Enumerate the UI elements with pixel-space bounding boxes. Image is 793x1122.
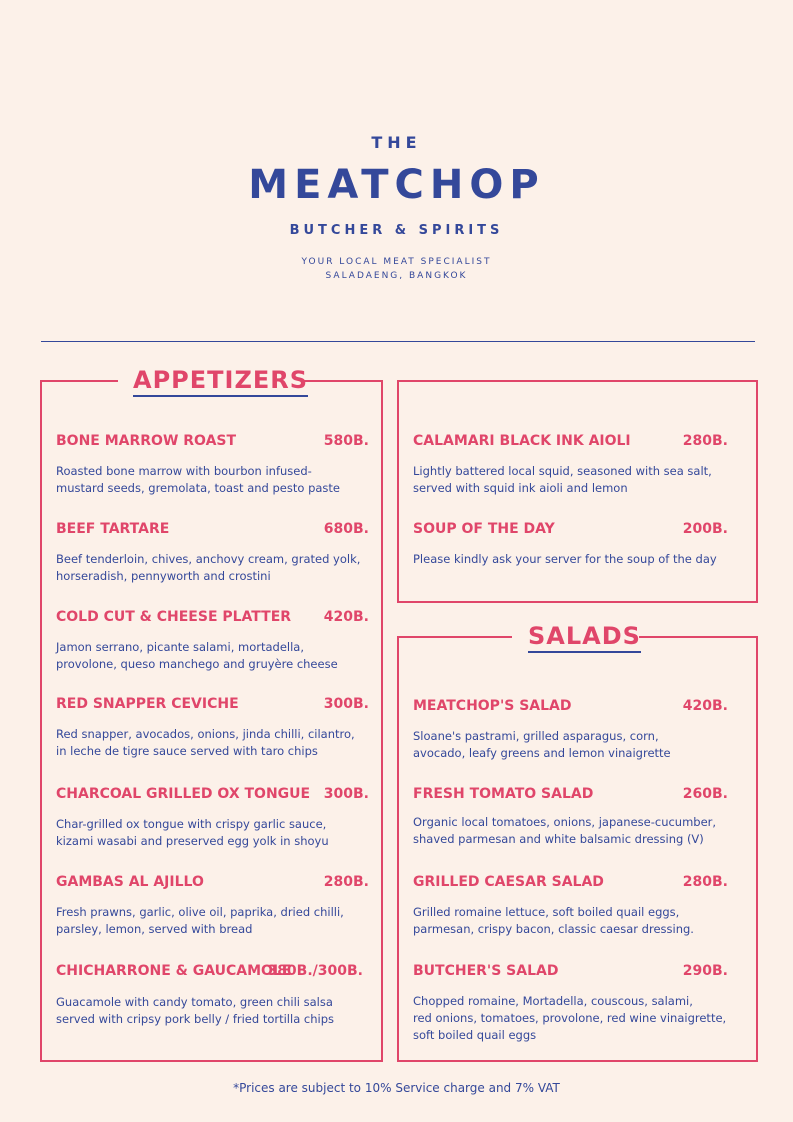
item-description: in leche de tigre sauce served with taro chips: [56, 744, 318, 758]
item-description: Chopped romaine, Mortadella, couscous, salami,: [413, 994, 693, 1008]
item-name: COLD CUT & CHEESE PLATTER: [56, 609, 292, 625]
item-description: kizami wasabi and preserved egg yolk in shoyu: [56, 834, 329, 848]
item-price: 280B.: [682, 433, 728, 449]
item-name: RED SNAPPER CEVICHE: [56, 696, 239, 712]
salads-box-top-left: [397, 636, 512, 638]
item-description: Please kindly ask your server for the soup of the day: [413, 552, 717, 566]
item-description: Roasted bone marrow with bourbon infused-: [56, 464, 312, 478]
item-description: Guacamole with candy tomato, green chili salsa: [56, 995, 333, 1009]
item-name: CALAMARI BLACK INK AIOLI: [413, 433, 631, 449]
item-name: CHARCOAL GRILLED OX TONGUE: [56, 786, 311, 802]
item-name: GAMBAS AL AJILLO: [56, 874, 204, 890]
appetizers-box-top-right: [303, 380, 381, 382]
item-name: BUTCHER'S SALAD: [413, 963, 559, 979]
item-price: 300B.: [323, 696, 369, 712]
item-description: Sloane's pastrami, grilled asparagus, corn,: [413, 729, 659, 743]
item-name: MEATCHOP'S SALAD: [413, 698, 572, 714]
restaurant-name: MEATCHOP: [248, 162, 545, 208]
item-name: GRILLED CAESAR SALAD: [413, 874, 604, 890]
header-the: THE: [371, 133, 422, 152]
item-price: 580B.: [323, 433, 369, 449]
header-divider: [41, 341, 755, 342]
item-description: provolone, queso manchego and gruyère cheese: [56, 657, 338, 671]
restaurant-subtitle: BUTCHER & SPIRITS: [289, 223, 504, 238]
item-description: Red snapper, avocados, onions, jinda chilli, cilantro,: [56, 727, 355, 741]
item-description: Fresh prawns, garlic, olive oil, paprika, dried chilli,: [56, 905, 344, 919]
item-name: FRESH TOMATO SALAD: [413, 786, 594, 802]
item-description: parsley, lemon, served with bread: [56, 922, 253, 936]
item-price: 420B.: [323, 609, 369, 625]
tagline-location: SALADAENG, BANGKOK: [325, 271, 468, 281]
item-description: Grilled romaine lettuce, soft boiled quail eggs,: [413, 905, 680, 919]
item-description: served with cripsy pork belly / fried tortilla chips: [56, 1012, 334, 1026]
item-price: 280B.: [682, 874, 728, 890]
item-description: Char-grilled ox tongue with crispy garlic sauce,: [56, 817, 327, 831]
item-description: soft boiled quail eggs: [413, 1028, 537, 1042]
item-name: SOUP OF THE DAY: [413, 521, 555, 537]
item-price: 200B.: [682, 521, 728, 537]
salads-box-top-right: [639, 636, 756, 638]
item-description: shaved parmesan and white balsamic dressing (V): [413, 832, 704, 846]
item-name: BONE MARROW ROAST: [56, 433, 237, 449]
item-price: 380B./300B.: [267, 963, 363, 979]
item-description: Jamon serrano, picante salami, mortadella,: [56, 640, 304, 654]
item-price: 260B.: [682, 786, 728, 802]
item-name: CHICHARRONE & GAUCAMOLE: [56, 963, 292, 979]
item-description: Organic local tomatoes, onions, japanese-cucumber,: [413, 815, 717, 829]
item-price: 300B.: [323, 786, 369, 802]
item-description: served with squid ink aioli and lemon: [413, 481, 628, 495]
appetizers-title: APPETIZERS: [133, 366, 308, 397]
item-description: parmesan, crispy bacon, classic caesar dressing.: [413, 922, 694, 936]
item-description: avocado, leafy greens and lemon vinaigrette: [413, 746, 671, 760]
price-disclaimer: *Prices are subject to 10% Service charge and 7% VAT: [233, 1081, 560, 1095]
item-name: BEEF TARTARE: [56, 521, 170, 537]
salads-title: SALADS: [528, 622, 641, 653]
item-description: red onions, tomatoes, provolone, red wine vinaigrette,: [413, 1011, 727, 1025]
item-price: 290B.: [682, 963, 728, 979]
item-price: 420B.: [682, 698, 728, 714]
appetizers-box-top-left: [40, 380, 118, 382]
item-description: Beef tenderloin, chives, anchovy cream, grated yolk,: [56, 552, 361, 566]
item-description: mustard seeds, gremolata, toast and pesto paste: [56, 481, 340, 495]
item-price: 680B.: [323, 521, 369, 537]
item-description: Lightly battered local squid, seasoned with sea salt,: [413, 464, 712, 478]
item-description: horseradish, pennyworth and crostini: [56, 569, 271, 583]
item-price: 280B.: [323, 874, 369, 890]
appetizers-right-box-top: [397, 380, 756, 382]
tagline-specialist: YOUR LOCAL MEAT SPECIALIST: [301, 257, 492, 267]
